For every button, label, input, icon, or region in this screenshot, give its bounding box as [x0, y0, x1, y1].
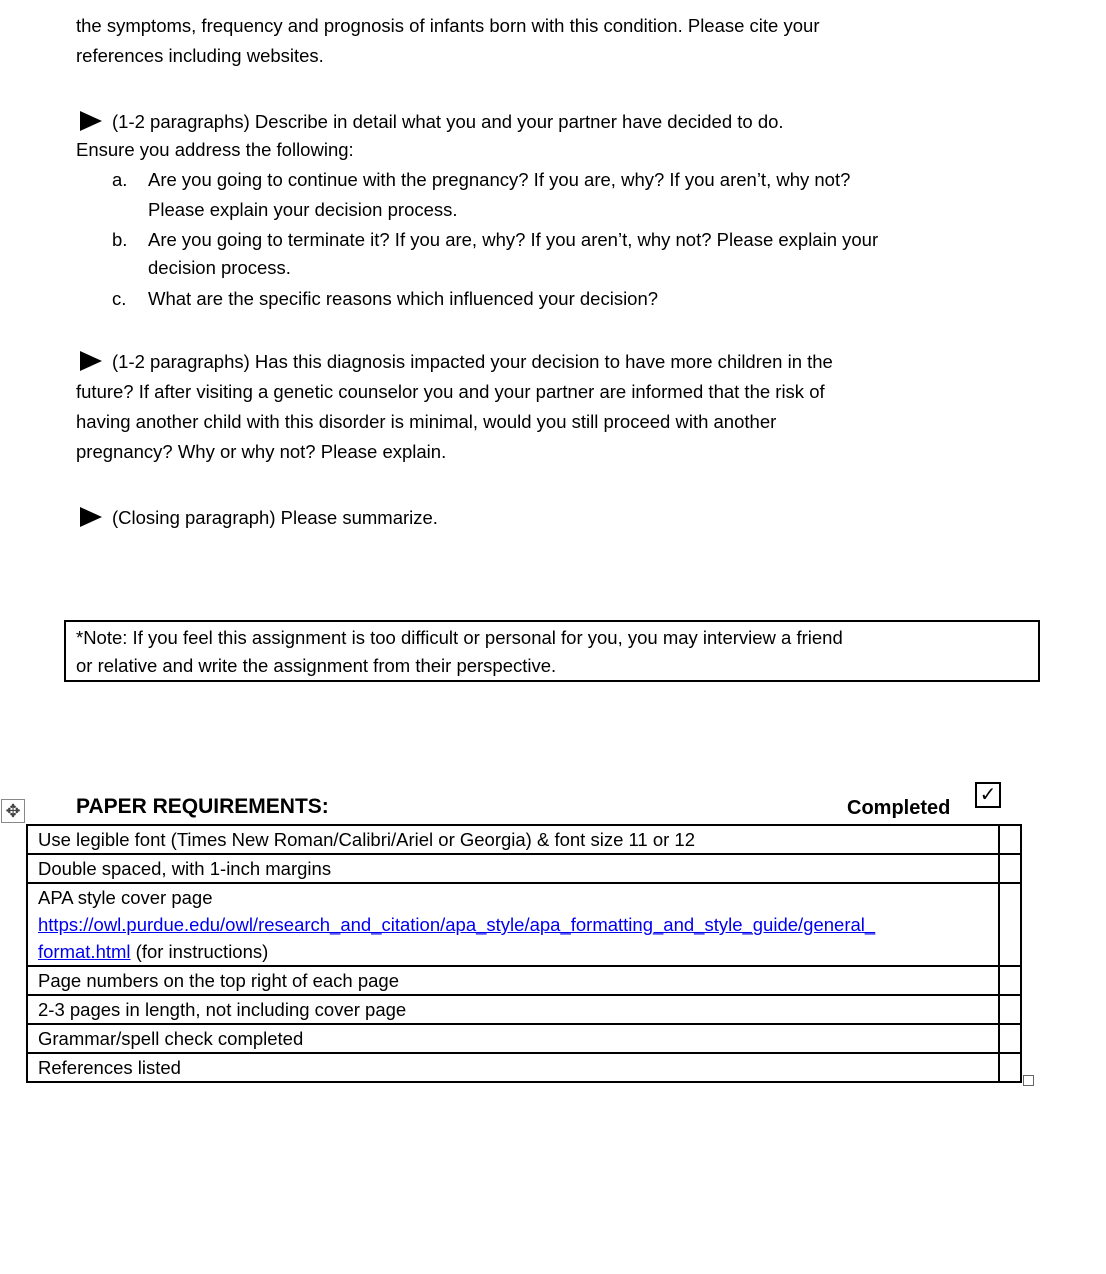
bullet-paragraph [80, 107, 784, 137]
completed-cell[interactable] [999, 1053, 1021, 1082]
list-marker: a. [112, 169, 128, 190]
list-marker: b. [112, 229, 128, 250]
completed-cell[interactable] [999, 995, 1021, 1024]
table-row [27, 854, 1021, 883]
completed-cell[interactable] [999, 966, 1021, 995]
text: having another child with this disorder is minimal, would you still proceed with another [76, 411, 777, 432]
completed-cell[interactable] [999, 854, 1021, 883]
table-row [27, 966, 1021, 995]
requirements-table [26, 824, 1022, 1083]
note-text: or relative and write the assignment from their perspective. [76, 655, 557, 676]
text: pregnancy? Why or why not? Please explain. [76, 441, 447, 462]
requirement-text: Page numbers on the top right of each page [27, 966, 999, 995]
completed-cell[interactable] [999, 883, 1021, 966]
list-item: Please explain your decision process. [148, 199, 458, 220]
table-row [27, 825, 1021, 854]
requirement-text: Double spaced, with 1-inch margins [27, 854, 999, 883]
requirement-text: 2-3 pages in length, not including cover page [27, 995, 999, 1024]
list-item: Are you going to terminate it? If you are, why? If you aren’t, why not? Please explain your [148, 229, 879, 250]
completed-cell[interactable] [999, 1024, 1021, 1053]
list-item: decision process. [148, 257, 291, 278]
triangle-bullet-icon [80, 507, 102, 527]
text: future? If after visiting a genetic counselor you and your partner are informed that the risk of [76, 381, 825, 402]
requirements-title: PAPER REQUIREMENTS: [76, 795, 329, 818]
table-move-handle-icon[interactable]: ✥ [1, 799, 25, 823]
link-suffix: (for instructions) [130, 941, 269, 962]
requirement-text: Grammar/spell check completed [27, 1024, 999, 1053]
apa-link[interactable]: https://owl.purdue.edu/owl/research_and_citation/apa_style/apa_formatting_and_style_guide/general_ [38, 914, 876, 935]
list-marker: c. [112, 288, 127, 309]
triangle-bullet-icon [80, 111, 102, 131]
requirement-text: References listed [27, 1053, 999, 1082]
text: (1-2 paragraphs) Has this diagnosis impacted your decision to have more children in the [112, 351, 833, 372]
note-box [64, 620, 1040, 682]
apa-link[interactable]: format.html [38, 941, 131, 962]
checkbox-checked-icon[interactable]: ✓ [975, 782, 1001, 808]
table-row [27, 883, 1021, 966]
completed-cell[interactable] [999, 825, 1021, 854]
requirement-apa [27, 883, 999, 966]
intro-line: references including websites. [76, 45, 324, 66]
intro-line: the symptoms, frequency and prognosis of infants born with this condition. Please cite your [76, 15, 820, 36]
table-row [27, 1053, 1021, 1082]
bullet-paragraph [80, 347, 833, 377]
table-resize-handle-icon[interactable] [1023, 1075, 1034, 1086]
table-row [27, 1024, 1021, 1053]
note-text: *Note: If you feel this assignment is too difficult or personal for you, you may interview a friend [76, 627, 843, 648]
requirement-text: APA style cover page [38, 887, 213, 908]
requirement-text: Use legible font (Times New Roman/Calibri/Ariel or Georgia) & font size 11 or 12 [27, 825, 999, 854]
completed-label: Completed [847, 797, 951, 819]
triangle-bullet-icon [80, 351, 102, 371]
list-item: What are the specific reasons which influenced your decision? [148, 288, 659, 309]
table-row [27, 995, 1021, 1024]
text: Ensure you address the following: [76, 139, 354, 160]
list-item: Are you going to continue with the pregnancy? If you are, why? If you aren’t, why not? [148, 169, 851, 190]
text: (Closing paragraph) Please summarize. [112, 507, 438, 528]
bullet-paragraph [80, 503, 438, 533]
text: (1-2 paragraphs) Describe in detail what you and your partner have decided to do. [112, 111, 784, 132]
